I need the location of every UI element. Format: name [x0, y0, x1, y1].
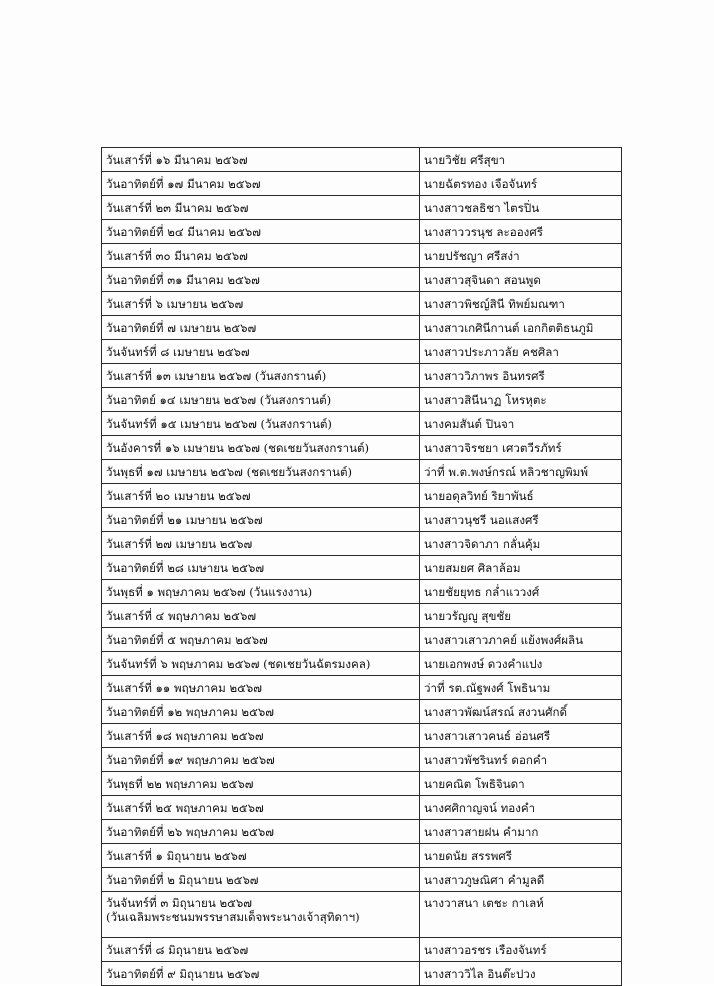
duty-date: วันเสาร์ที่ ๑๓ เมษายน ๒๕๖๗ (วันสงกรานต์)	[106, 368, 327, 383]
duty-date: วันเสาร์ที่ ๑๘ พฤษภาคม ๒๕๖๗	[106, 728, 264, 743]
duty-date-cell	[102, 772, 420, 796]
duty-date: วันอาทิตย์ที่ ๕ พฤษภาคม ๒๕๖๗	[106, 632, 268, 647]
duty-date: วันพุธที่ ๑๗ เมษายน ๒๕๖๗ (ชดเชยวันสงกรานต์)	[106, 464, 353, 479]
duty-date-cell	[102, 316, 420, 340]
duty-date-cell	[102, 244, 420, 268]
table-row	[102, 820, 622, 844]
duty-officer-name: นางสาวประภาวลัย คชศิลา	[420, 340, 622, 364]
duty-officer-name: นายปรัชญา ศรีสง่า	[420, 244, 622, 268]
duty-officer-name: นายวิชัย ศรีสุขา	[420, 148, 622, 172]
duty-date-cell	[102, 460, 420, 484]
duty-officer-name: นางสาวภูษณิศา คำมูลดี	[420, 868, 622, 892]
table-row	[102, 412, 622, 436]
duty-date-cell	[102, 868, 420, 892]
duty-officer-name: นางสาวพัฒน์สรณ์ สงวนศักดิ์	[420, 700, 622, 724]
table-row	[102, 652, 622, 676]
table-row	[102, 748, 622, 772]
duty-officer-name: นายวรัญญู สุขชัย	[420, 604, 622, 628]
table-row	[102, 172, 622, 196]
duty-date: วันเสาร์ที่ ๔ พฤษภาคม ๒๕๖๗	[106, 608, 257, 623]
duty-date-cell	[102, 796, 420, 820]
table-row	[102, 604, 622, 628]
duty-date: วันเสาร์ที่ ๘ มิถุนายน ๒๕๖๗	[106, 942, 249, 957]
duty-date: วันพุธที่ ๒๒ พฤษภาคม ๒๕๖๗	[106, 776, 254, 791]
duty-date-cell	[102, 292, 420, 316]
duty-date-cell	[102, 556, 420, 580]
duty-date-cell	[102, 268, 420, 292]
duty-officer-name: ว่าที่ พ.ต.พงษ์กรณ์ หลิวชาญพิมพ์	[420, 460, 622, 484]
duty-date-cell	[102, 412, 420, 436]
duty-officer-name: ว่าที่ รต.ณัฐพงศ์ โพธินาม	[420, 676, 622, 700]
duty-officer-name: นางสาววิไล อินต๊ะปวง	[420, 962, 622, 986]
duty-date: วันอังคารที่ ๑๖ เมษายน ๒๕๖๗ (ชดเชยวันสงกรานต์)	[106, 440, 370, 455]
duty-date-cell	[102, 508, 420, 532]
duty-date-cell	[102, 844, 420, 868]
table-row	[102, 244, 622, 268]
duty-date: วันอาทิตย์ที่ ๑๒ พฤษภาคม ๒๕๖๗	[106, 704, 274, 719]
duty-officer-name: นายอดุลวิทย์ ริยาพันธ์	[420, 484, 622, 508]
duty-officer-name: นางสาววรนุช ละอองศรี	[420, 220, 622, 244]
duty-officer-name: นางสาวพิชญ์สินี ทิพย์มณฑา	[420, 292, 622, 316]
duty-officer-name: นางสาวจิดาภา กลั่นคุ้ม	[420, 532, 622, 556]
duty-date-cell	[102, 892, 420, 938]
table-row	[102, 388, 622, 412]
duty-date: วันจันทร์ที่ ๖ พฤษภาคม ๒๕๖๗ (ชดเชยวันฉัตรมงคล)	[106, 656, 371, 671]
duty-date: วันอาทิตย์ที่ ๙ มิถุนายน ๒๕๖๗	[106, 966, 260, 981]
duty-officer-name: นายฉัตรทอง เจือจันทร์	[420, 172, 622, 196]
duty-officer-name: นางสาวนุชรี นอแสงศรี	[420, 508, 622, 532]
duty-officer-name: นางสาวอรชร เรืองจันทร์	[420, 938, 622, 962]
duty-date-cell	[102, 532, 420, 556]
duty-date-cell	[102, 604, 420, 628]
duty-date-cell	[102, 580, 420, 604]
table-row	[102, 484, 622, 508]
table-row	[102, 868, 622, 892]
duty-date: วันเสาร์ที่ ๑ มิถุนายน ๒๕๖๗	[106, 848, 247, 863]
table-row	[102, 340, 622, 364]
table-row	[102, 724, 622, 748]
duty-date-cell	[102, 676, 420, 700]
table-row	[102, 676, 622, 700]
duty-officer-name: นางสาวสุจินดา สอนพูด	[420, 268, 622, 292]
duty-date-cell	[102, 652, 420, 676]
duty-date: วันจันทร์ที่ ๑๕ เมษายน ๒๕๖๗ (วันสงกรานต์)	[106, 416, 332, 431]
table-row	[102, 844, 622, 868]
duty-date: วันอาทิตย์ที่ ๒๘ เมษายน ๒๕๖๗	[106, 560, 265, 575]
duty-date-cell	[102, 388, 420, 412]
duty-officer-name: นางสาวสินีนาฏ โหรหุตะ	[420, 388, 622, 412]
duty-date: วันเสาร์ที่ ๒๓ มีนาคม ๒๕๖๗	[106, 200, 249, 215]
duty-date: วันเสาร์ที่ ๑๖ มีนาคม ๒๕๖๗	[106, 152, 248, 167]
duty-date-cell	[102, 340, 420, 364]
duty-date: วันเสาร์ที่ ๒๗ เมษายน ๒๕๖๗	[106, 536, 253, 551]
duty-date-cell	[102, 220, 420, 244]
table-row	[102, 580, 622, 604]
table-row	[102, 364, 622, 388]
table-row	[102, 316, 622, 340]
duty-date-cell	[102, 436, 420, 460]
duty-date: วันอาทิตย์ที่ ๒๖ พฤษภาคม ๒๕๖๗	[106, 824, 274, 839]
table-row	[102, 892, 622, 938]
duty-officer-name: นายคณิต โพธิจินดา	[420, 772, 622, 796]
duty-date-cell	[102, 748, 420, 772]
duty-date: วันอาทิตย์ ๑๔ เมษายน ๒๕๖๗ (วันสงกรานต์)	[106, 392, 332, 407]
duty-officer-name: นางสาวเกศินีกานต์ เอกกิตติธนภูมิ	[420, 316, 622, 340]
table-row	[102, 962, 622, 986]
duty-officer-name: นางคมสันต์ ปินจา	[420, 412, 622, 436]
duty-date-cell	[102, 172, 420, 196]
table-row	[102, 436, 622, 460]
duty-date: วันเสาร์ที่ ๖ เมษายน ๒๕๖๗	[106, 296, 244, 311]
duty-officer-name: นางสาวสายฝน คำมาก	[420, 820, 622, 844]
table-row	[102, 700, 622, 724]
table-row	[102, 556, 622, 580]
duty-date: วันจันทร์ที่ ๘ เมษายน ๒๕๖๗	[106, 344, 250, 359]
duty-date: วันจันทร์ที่ ๓ มิถุนายน ๒๕๖๗	[106, 896, 252, 910]
duty-date-cell	[102, 700, 420, 724]
duty-officer-name: นางสาวเสาวคนธ์ อ่อนศรี	[420, 724, 622, 748]
duty-date: วันอาทิตย์ที่ ๒๔ มีนาคม ๒๕๖๗	[106, 224, 261, 239]
table-row	[102, 220, 622, 244]
table-row	[102, 508, 622, 532]
duty-date: วันอาทิตย์ที่ ๑๙ พฤษภาคม ๒๕๖๗	[106, 752, 275, 767]
duty-date-cell	[102, 962, 420, 986]
duty-officer-name: นางสาวชลธิชา ไตรปิ่น	[420, 196, 622, 220]
duty-date-cell	[102, 484, 420, 508]
duty-officer-name: นายเอกพงษ์ ดวงคำแปง	[420, 652, 622, 676]
duty-officer-name: นางสาววิภาพร อินทรศรี	[420, 364, 622, 388]
table-row	[102, 938, 622, 962]
duty-date: วันอาทิตย์ที่ ๒๑ เมษายน ๒๕๖๗	[106, 512, 263, 527]
duty-officer-name: นางศศิกาญจน์ ทองคำ	[420, 796, 622, 820]
duty-date: วันอาทิตย์ที่ ๑๗ มีนาคม ๒๕๖๗	[106, 176, 261, 191]
duty-date: วันอาทิตย์ที่ ๓๑ มีนาคม ๒๕๖๗	[106, 272, 260, 287]
duty-officer-name: นายชัยยุทธ กล่ำแววงศ์	[420, 580, 622, 604]
table-row	[102, 772, 622, 796]
duty-officer-name: นางวาสนา เตชะ กาเลห์	[420, 892, 622, 938]
duty-date-cell	[102, 820, 420, 844]
table-row	[102, 268, 622, 292]
duty-officer-name: นางสาวเสาวภาคย์ แย้งพงศ์ผลิน	[420, 628, 622, 652]
duty-date-cell	[102, 364, 420, 388]
duty-officer-name: นางสาวจิรชยา เศวตวีรภัทร์	[420, 436, 622, 460]
duty-date: วันอาทิตย์ที่ ๒ มิถุนายน ๒๕๖๗	[106, 872, 259, 887]
table-row	[102, 148, 622, 172]
duty-date-cell	[102, 196, 420, 220]
duty-date: วันเสาร์ที่ ๓๐ มีนาคม ๒๕๖๗	[106, 248, 248, 263]
duty-officer-name: นายดนัย สรรพศรี	[420, 844, 622, 868]
duty-date-cell	[102, 148, 420, 172]
duty-date-cell	[102, 938, 420, 962]
duty-date-cell	[102, 724, 420, 748]
table-row	[102, 460, 622, 484]
table-row	[102, 196, 622, 220]
duty-roster-table	[101, 147, 622, 986]
table-row	[102, 796, 622, 820]
duty-date: วันพุธที่ ๑ พฤษภาคม ๒๕๖๗ (วันแรงงาน)	[106, 584, 313, 599]
duty-date: วันเสาร์ที่ ๒๐ เมษายน ๒๕๖๗	[106, 488, 251, 503]
duty-date: วันเสาร์ที่ ๒๕ พฤษภาคม ๒๕๖๗	[106, 800, 264, 815]
table-row	[102, 532, 622, 556]
duty-date: วันเสาร์ที่ ๑๑ พฤษภาคม ๒๕๖๗	[106, 680, 262, 695]
table-row	[102, 628, 622, 652]
duty-officer-name: นายสมยศ ศิลาล้อม	[420, 556, 622, 580]
table-row	[102, 292, 622, 316]
duty-date-cell	[102, 628, 420, 652]
duty-date-note: (วันเฉลิมพระชนมพรรษาสมเด็จพระนางเจ้าสุทิดาฯ)	[106, 910, 360, 924]
duty-date: วันอาทิตย์ที่ ๗ เมษายน ๒๕๖๗	[106, 320, 257, 335]
duty-roster-body	[102, 148, 622, 986]
duty-officer-name: นางสาวพัชรินทร์ ดอกคำ	[420, 748, 622, 772]
